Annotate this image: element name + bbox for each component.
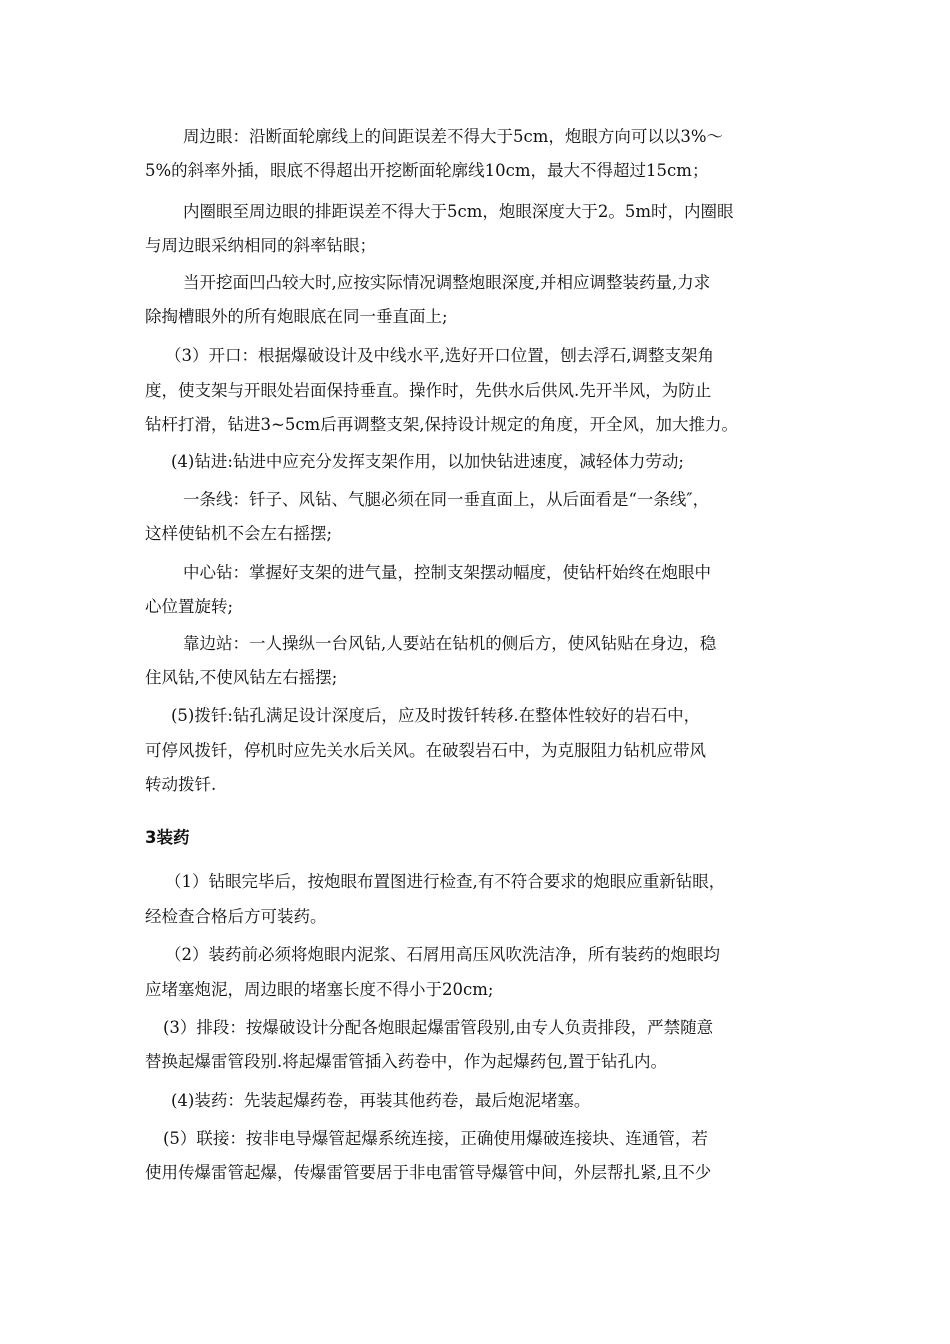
text-line: (5）联接：按非电导爆管起爆系统连接，正确使用爆破连接块、连通管，若	[163, 1129, 708, 1148]
text-line: 与周边眼采纳相同的斜率钻眼；	[145, 236, 376, 255]
text-line: （1）钻眼完毕后，按炮眼布置图进行检查,有不符合要求的炮眼应重新钻眼，	[165, 872, 726, 891]
text-line: 住风钻,不使风钻左右摇摆;	[145, 668, 338, 687]
text-line: （3）开口：根据爆破设计及中线水平,选好开口位置，刨去浮石,调整支架角	[165, 346, 714, 365]
text-line: 替换起爆雷管段别.将起爆雷管插入药卷中，作为起爆药包,置于钻孔内。	[145, 1052, 667, 1071]
text-line: (4)钻进:钻进中应充分发挥支架作用，以加快钻进速度，减轻体力劳动;	[171, 452, 684, 471]
text-line: 除掏槽眼外的所有炮眼底在同一垂直面上;	[145, 307, 448, 326]
text-line: 钻杆打滑，钻进3~5cm后再调整支架,保持设计规定的角度，开全风，加大推力。	[145, 415, 738, 434]
text-line: 应堵塞炮泥，周边眼的堵塞长度不得小于20cm;	[145, 980, 494, 999]
text-line: (3）排段：按爆破设计分配各炮眼起爆雷管段别,由专人负责排段，严禁随意	[163, 1018, 714, 1037]
text-line: 经检查合格后方可装药。	[145, 907, 327, 926]
text-line: 使用传爆雷管起爆，传爆雷管要居于非电雷管导爆管中间，外层帮扎紧,且不少	[145, 1163, 712, 1182]
section-heading: 3装药	[145, 828, 190, 847]
text-line: （2）装药前必须将炮眼内泥浆、石屑用高压风吹洗洁净，所有装药的炮眼均	[165, 945, 720, 964]
text-line: 靠边站：一人操纵一台风钻,人要站在钻机的侧后方，使风钻贴在身边，稳	[183, 634, 717, 653]
text-line: 当开挖面凹凸较大时,应按实际情况调整炮眼深度,并相应调整装药量,力求	[183, 273, 711, 292]
text-line: 转动拨钎.	[145, 775, 217, 794]
text-line: 度，使支架与开眼处岩面保持垂直。操作时，先供水后供风.先开半风，为防止	[145, 381, 712, 400]
text-line: (5)拨钎:钻孔满足设计深度后，应及时拨钎转移.在整体性较好的岩石中，	[171, 706, 701, 725]
text-line: 心位置旋转;	[145, 597, 234, 616]
text-line: 中心钻：掌握好支架的进气量，控制支架摆动幅度，使钻杆始终在炮眼中	[183, 563, 711, 582]
text-line: 周边眼：沿断面轮廓线上的间距误差不得大于5cm，炮眼方向可以以3%～	[183, 127, 724, 146]
text-line: (4)装药：先装起爆药卷，再装其他药卷，最后炮泥堵塞。	[171, 1091, 591, 1110]
text-line: 可停风拨钎，停机时应先关水后关风。在破裂岩石中，为克服阻力钻机应带风	[145, 741, 706, 760]
text-line: 内圈眼至周边眼的排距误差不得大于5cm，炮眼深度大于2。5m时，内圈眼	[183, 202, 734, 221]
text-line: 5%的斜率外插，眼底不得超出开挖断面轮廓线10cm，最大不得超过15cm；	[145, 161, 709, 180]
text-line: 一条线：钎子、风钻、气腿必须在同一垂直面上，从后面看是“一条线″，	[183, 490, 710, 509]
text-line: 这样使钻机不会左右摇摆;	[145, 524, 333, 543]
